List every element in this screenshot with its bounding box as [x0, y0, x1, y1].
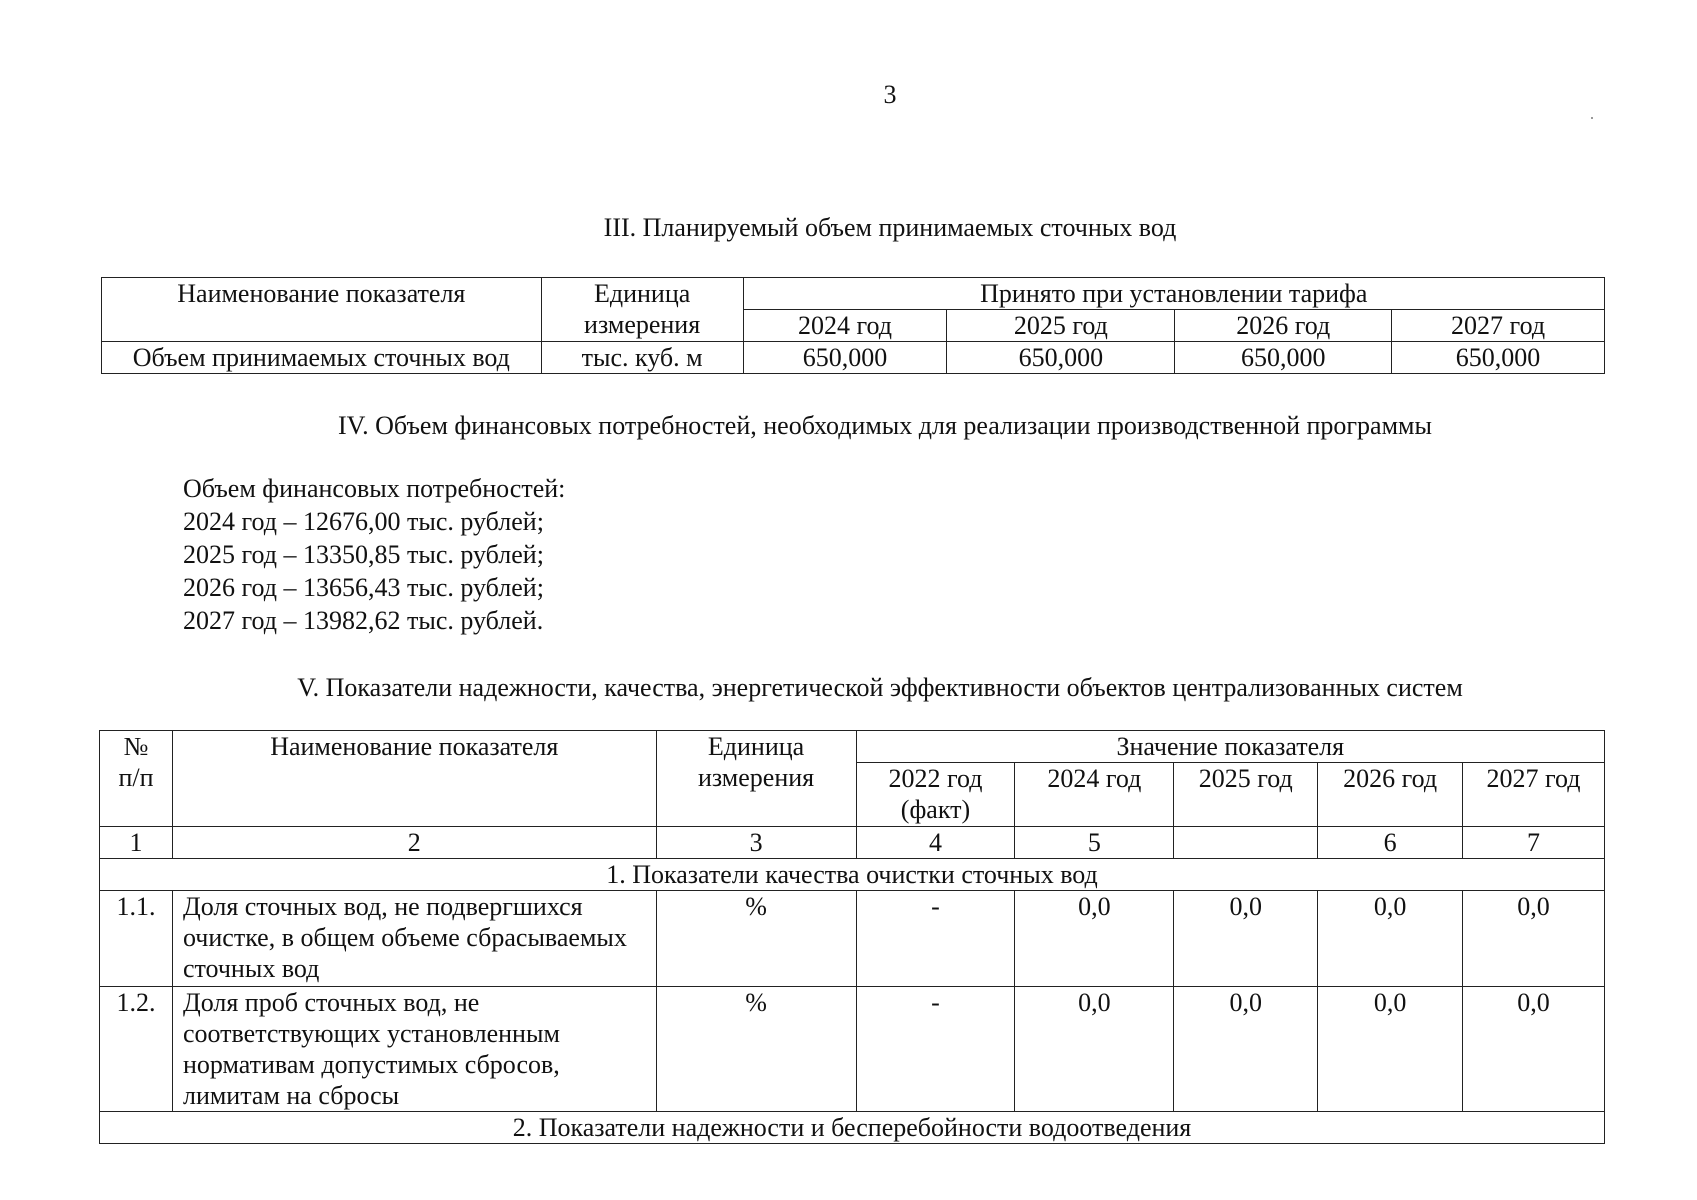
table-header-row [100, 731, 1605, 763]
header-year: 2025 год [947, 310, 1175, 342]
row-value: 0,0 [1463, 987, 1605, 1112]
table-row [100, 987, 1605, 1112]
financial-needs-line: 2024 год – 12676,00 тыс. рублей; [183, 507, 544, 536]
row-name: Доля сточных вод, не подвергшихся очистке, в общем объеме сбрасываемых сточных вод [172, 891, 656, 987]
header-year: 2022 год (факт) [856, 763, 1015, 827]
header-year: 2025 год [1174, 763, 1318, 827]
header-year: 2026 год [1318, 763, 1463, 827]
wastewater-volume-table [101, 277, 1605, 374]
scan-speck [1591, 117, 1593, 119]
column-number: 6 [1318, 827, 1463, 859]
row-value: 0,0 [1015, 891, 1174, 987]
group-title: 2. Показатели надежности и бесперебойности водоотведения [100, 1112, 1605, 1144]
row-num: 1.1. [100, 891, 173, 987]
section-5-title: V. Показатели надежности, качества, энергетической эффективности объектов централизованных систем [297, 673, 1463, 702]
header-year: 2027 год [1463, 763, 1605, 827]
financial-needs-line: 2025 год – 13350,85 тыс. рублей; [183, 540, 544, 569]
header-year: 2024 год [743, 310, 947, 342]
row-value: 0,0 [1463, 891, 1605, 987]
row-value: 650,000 [1175, 342, 1392, 374]
financial-needs-list [183, 472, 565, 637]
section-4-title: IV. Объем финансовых потребностей, необходимых для реализации производственной программы [338, 411, 1432, 440]
row-value: - [856, 987, 1015, 1112]
header-year: 2026 год [1175, 310, 1392, 342]
row-unit: % [656, 987, 856, 1112]
row-value: - [856, 891, 1015, 987]
page-number: 3 [883, 80, 897, 109]
row-unit: тыс. куб. м [541, 342, 743, 374]
row-num: 1.2. [100, 987, 173, 1112]
row-value: 650,000 [1392, 342, 1605, 374]
financial-needs-line: 2026 год – 13656,43 тыс. рублей; [183, 573, 544, 602]
header-num: № п/п [100, 731, 173, 827]
table-header-row [102, 278, 1605, 310]
header-year: 2024 год [1015, 763, 1174, 827]
column-numbers-row [100, 827, 1605, 859]
row-value: 0,0 [1015, 987, 1174, 1112]
table-row [102, 342, 1605, 374]
financial-needs-line: Объем финансовых потребностей: [183, 474, 566, 503]
row-value: 0,0 [1318, 987, 1463, 1112]
indicators-table [99, 730, 1605, 1144]
row-value: 0,0 [1318, 891, 1463, 987]
header-unit: Единица измерения [541, 278, 743, 342]
column-number: 1 [100, 827, 173, 859]
row-value: 650,000 [947, 342, 1175, 374]
row-name: Объем принимаемых сточных вод [102, 342, 542, 374]
row-unit: % [656, 891, 856, 987]
row-value: 0,0 [1174, 987, 1318, 1112]
column-number: 3 [656, 827, 856, 859]
row-value: 650,000 [743, 342, 947, 374]
column-number [1174, 827, 1318, 859]
header-unit: Единица измерения [656, 731, 856, 827]
table-row [100, 891, 1605, 987]
header-year: 2027 год [1392, 310, 1605, 342]
group-row [100, 859, 1605, 891]
column-number: 5 [1015, 827, 1174, 859]
row-value: 0,0 [1174, 891, 1318, 987]
column-number: 7 [1463, 827, 1605, 859]
header-accepted: Принято при установлении тарифа [743, 278, 1604, 310]
group-title: 1. Показатели качества очистки сточных вод [100, 859, 1605, 891]
financial-needs-line: 2027 год – 13982,62 тыс. рублей. [183, 606, 544, 635]
section-3-title: III. Планируемый объем принимаемых сточных вод [603, 213, 1177, 242]
row-name: Доля проб сточных вод, не соответствующих установленным нормативам допустимых сбросов, лимитам на сбросы [172, 987, 656, 1112]
header-name: Наименование показателя [172, 731, 656, 827]
column-number: 2 [172, 827, 656, 859]
group-row [100, 1112, 1605, 1144]
header-name: Наименование показателя [102, 278, 542, 342]
column-number: 4 [856, 827, 1015, 859]
header-value: Значение показателя [856, 731, 1604, 763]
